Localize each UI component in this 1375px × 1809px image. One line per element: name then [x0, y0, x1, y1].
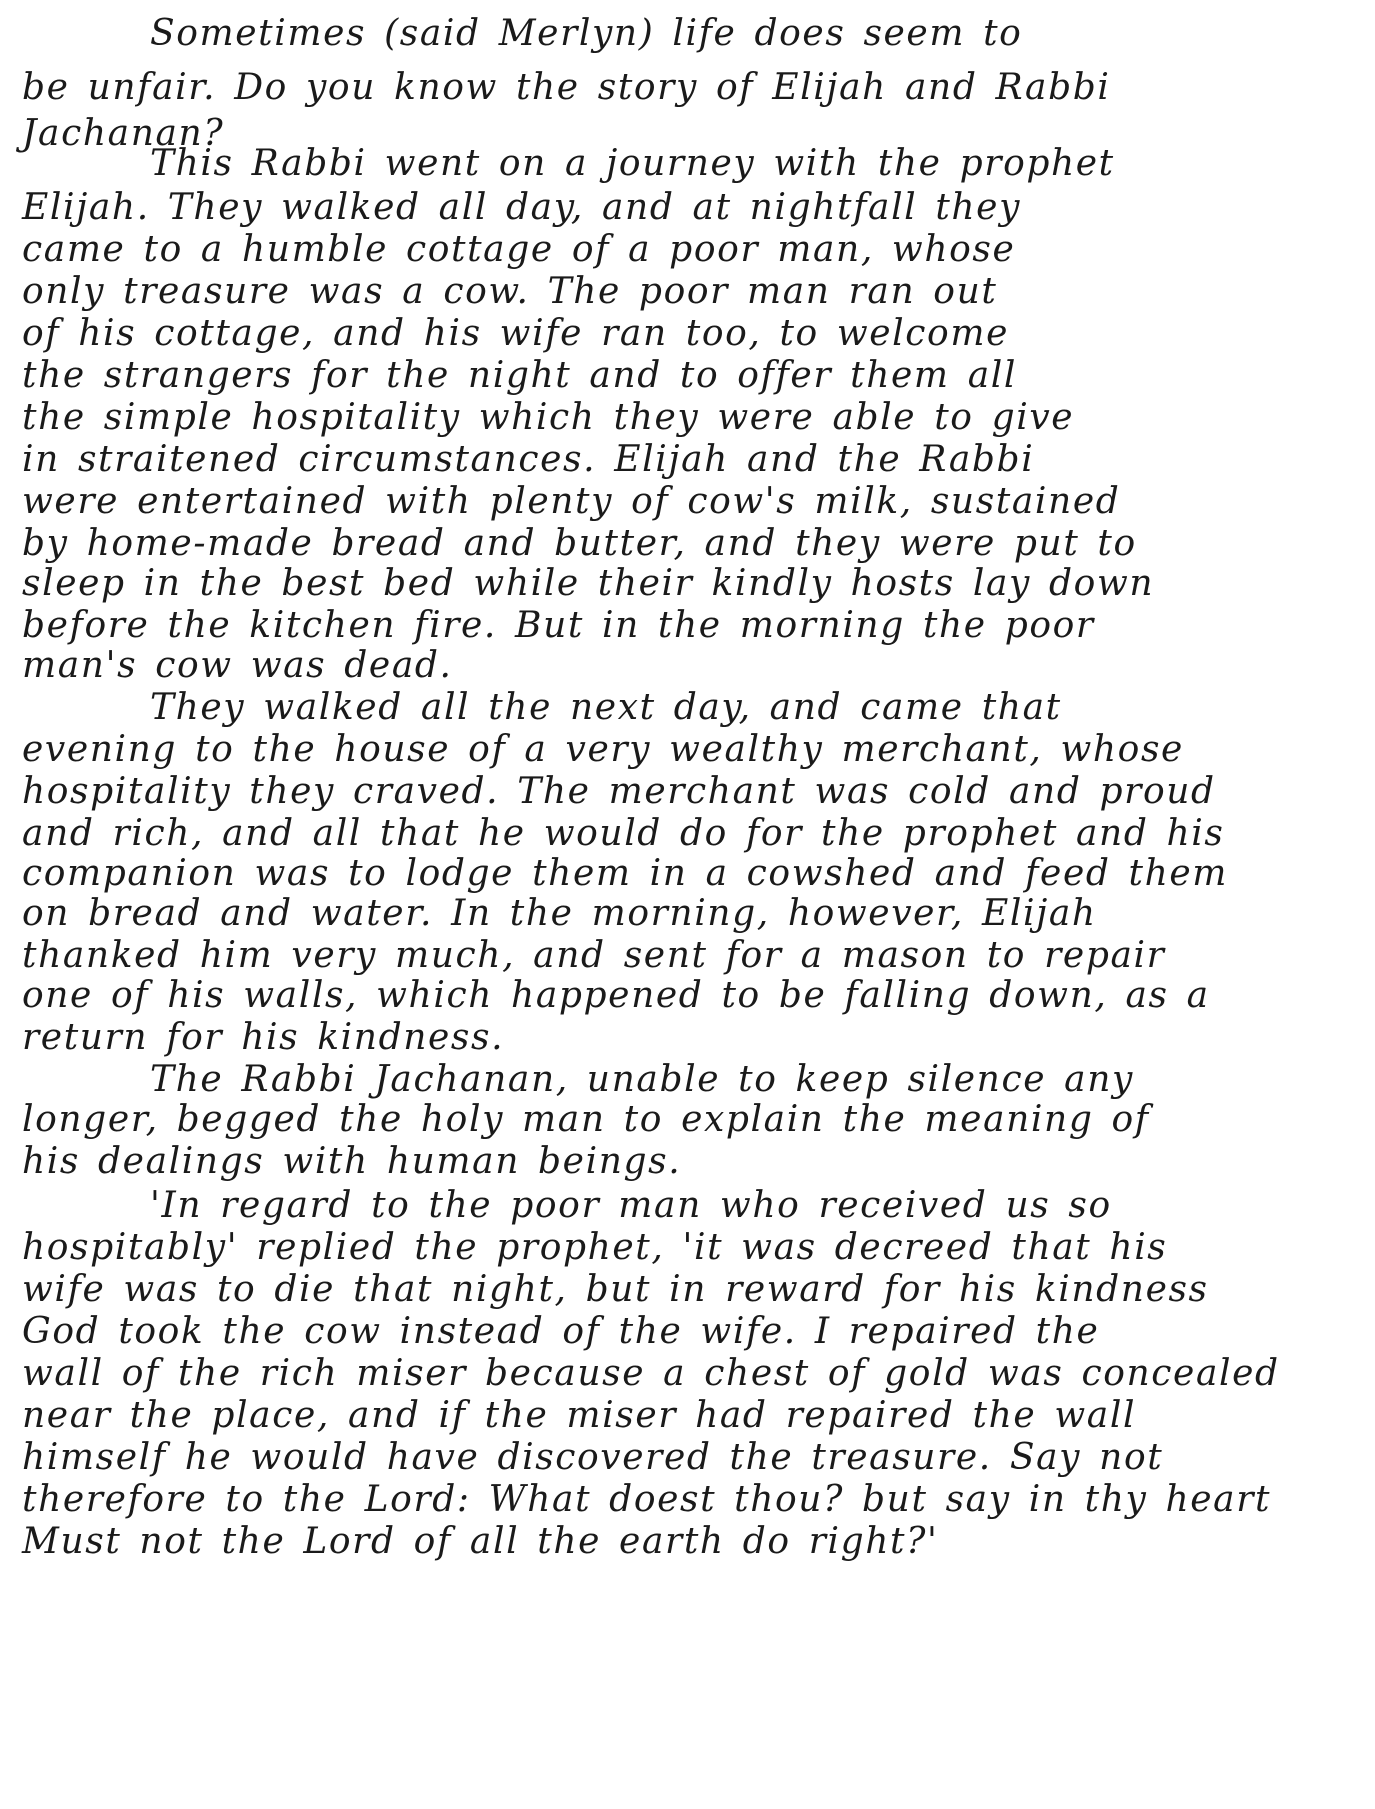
text-line-37: Must not the Lord of all the earth do right?'	[22, 1521, 939, 1562]
text-line-29: 'In regard to the poor man who received us so	[150, 1185, 1112, 1226]
text-line-17: They walked all the next day, and came that	[150, 687, 1062, 728]
text-line-31: wife was to die that night, but in reward for his kindness	[22, 1269, 1209, 1310]
text-line-15: before the kitchen fire. But in the morning the poor	[22, 605, 1095, 646]
text-line-4: This Rabbi went on a journey with the prophet	[150, 143, 1115, 184]
text-line-13: by home-made bread and butter, and they were put to	[22, 523, 1137, 564]
text-line-5: Elijah. They walked all day, and at nightfall they	[22, 187, 1022, 228]
text-line-34: near the place, and if the miser had repaired the wall	[22, 1395, 1137, 1436]
text-line-30: hospitably' replied the prophet, 'it was decreed that his	[22, 1227, 1168, 1268]
text-line-6: came to a humble cottage of a poor man, whose	[22, 229, 1016, 270]
text-line-27: longer, begged the holy man to explain the meaning of	[22, 1099, 1150, 1140]
text-line-28: his dealings with human beings.	[22, 1141, 682, 1182]
text-line-11: in straitened circumstances. Elijah and the Rabbi	[22, 439, 1035, 480]
text-line-23: thanked him very much, and sent for a mason to repair	[22, 935, 1166, 976]
text-line-33: wall of the rich miser because a chest of gold was concealed	[22, 1353, 1280, 1394]
text-line-18: evening to the house of a very wealthy merchant, whose	[22, 729, 1184, 770]
text-line-10: the simple hospitality which they were able to give	[22, 397, 1075, 438]
text-line-22: on bread and water. In the morning, however, Elijah	[22, 893, 1097, 934]
text-line-36: therefore to the Lord: What doest thou? but say in thy heart	[22, 1479, 1272, 1520]
text-line-24: one of his walls, which happened to be falling down, as a	[22, 975, 1210, 1016]
text-line-7: only treasure was a cow. The poor man ran out	[22, 271, 998, 312]
text-line-25: return for his kindness.	[22, 1017, 505, 1058]
text-line-26: The Rabbi Jachanan, unable to keep silence any	[150, 1059, 1134, 1100]
text-line-1: Sometimes (said Merlyn) life does seem to	[150, 13, 1023, 54]
text-line-35: himself he would have discovered the treasure. Say not	[22, 1437, 1164, 1478]
text-line-14: sleep in the best bed while their kindly hosts lay down	[22, 563, 1155, 604]
text-line-21: companion was to lodge them in a cowshed and feed them	[22, 853, 1229, 894]
text-line-8: of his cottage, and his wife ran too, to welcome	[22, 313, 1009, 354]
text-line-9: the strangers for the night and to offer them all	[22, 355, 1017, 396]
text-line-3: Jachanan?	[22, 113, 225, 154]
text-line-16: man's cow was dead.	[22, 645, 453, 686]
text-line-19: hospitality they craved. The merchant was cold and proud	[22, 771, 1216, 812]
text-line-20: and rich, and all that he would do for the prophet and his	[22, 813, 1225, 854]
text-line-12: were entertained with plenty of cow's milk, sustained	[22, 481, 1121, 522]
text-line-32: God took the cow instead of the wife. I repaired the	[22, 1311, 1100, 1352]
text-line-2: be unfair. Do you know the story of Elijah and Rabbi	[22, 67, 1111, 108]
